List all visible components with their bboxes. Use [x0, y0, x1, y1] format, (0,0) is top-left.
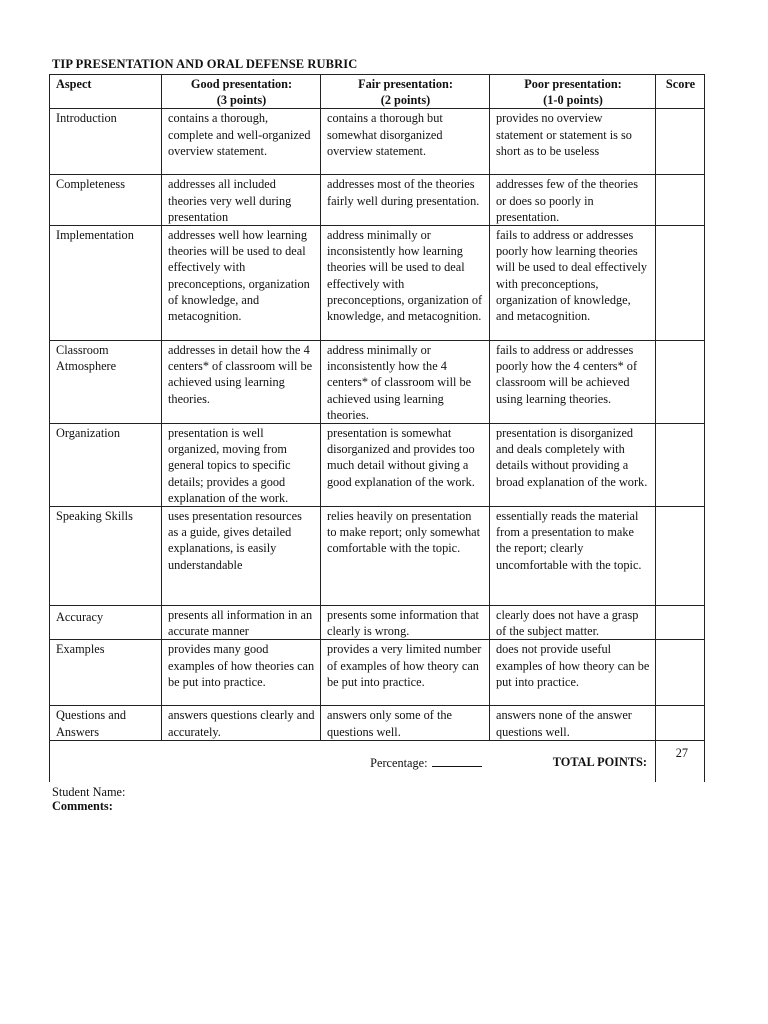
cell-poor: fails to address or addresses poorly how learning theories will be used to deal effectively with preconceptions, organization of knowledge, and metacognition. — [490, 226, 656, 341]
header-fair — [321, 75, 490, 109]
score-cell[interactable] — [656, 706, 705, 740]
cell-good: presents all information in an accurate manner — [162, 606, 321, 640]
score-cell[interactable] — [656, 226, 705, 341]
cell-poor: answers none of the answer questions well. — [490, 706, 656, 740]
aspect-examples: Examples — [50, 640, 162, 706]
score-cell[interactable] — [656, 640, 705, 706]
percentage-blank-field[interactable] — [432, 754, 482, 767]
score-cell[interactable] — [656, 606, 705, 640]
table-row — [50, 175, 705, 226]
cell-fair: provides a very limited number of examples of how theory can be put into practice. — [321, 640, 490, 706]
cell-good: addresses all included theories very well during presentation — [162, 175, 321, 226]
cell-poor: addresses few of the theories or does so poorly in presentation. — [490, 175, 656, 226]
cell-poor: presentation is disorganized and deals completely with details without providing a broad explanation of the work. — [490, 424, 656, 507]
cell-fair: presents some information that clearly is wrong. — [321, 606, 490, 640]
cell-good: addresses in detail how the 4 centers* of classroom will be achieved using learning theories. — [162, 341, 321, 424]
aspect-label-line: Answers — [56, 724, 100, 739]
score-cell[interactable] — [656, 175, 705, 226]
total-row — [50, 740, 705, 782]
header-fair-label: Fair presentation: — [358, 77, 453, 91]
score-cell[interactable] — [656, 507, 705, 606]
header-good — [162, 75, 321, 109]
table-row — [50, 640, 705, 706]
table-row — [50, 109, 705, 175]
cell-fair: address minimally or inconsistently how the 4 centers* of classroom will be achieved using learning theories. — [321, 341, 490, 424]
aspect-label-line: Classroom — [56, 343, 109, 358]
aspect-accuracy: Accuracy — [50, 606, 162, 640]
cell-good: presentation is well organized, moving from general topics to specific details; provides a good explanation of the work. — [162, 424, 321, 507]
document-title: TIP PRESENTATION AND ORAL DEFENSE RUBRIC — [52, 57, 358, 71]
table-row — [50, 226, 705, 341]
score-cell[interactable] — [656, 341, 705, 424]
cell-poor: provides no overview statement or statement is so short as to be useless — [490, 109, 656, 175]
table-row — [50, 341, 705, 424]
cell-fair: addresses most of the theories fairly well during presentation. — [321, 175, 490, 226]
aspect-completeness: Completeness — [50, 175, 162, 226]
cell-fair: address minimally or inconsistently how learning theories will be used to deal effectively with preconceptions, organization of knowledge, and metacognition. — [321, 226, 490, 341]
aspect-label-line: Questions and — [56, 708, 127, 723]
table-row — [50, 424, 705, 507]
aspect-classroom-atmosphere — [50, 341, 162, 424]
cell-good: contains a thorough, complete and well-organized overview statement. — [162, 109, 321, 175]
aspect-implementation: Implementation — [50, 226, 162, 341]
header-aspect: Aspect — [50, 75, 162, 109]
cell-fair: answers only some of the questions well. — [321, 706, 490, 740]
header-row — [50, 75, 705, 109]
header-poor-label: Poor presentation: — [524, 77, 622, 91]
header-score: Score — [656, 75, 705, 109]
student-name-label: Student Name: — [52, 785, 126, 799]
cell-poor: essentially reads the material from a presentation to make the report; clearly uncomfortable with the topic. — [490, 507, 656, 606]
cell-poor: fails to address or addresses poorly how the 4 centers* of classroom will be achieved using learning theories. — [490, 341, 656, 424]
cell-good: addresses well how learning theories will be used to deal effectively with preconceptions, organization of knowledge, and metacognition. — [162, 226, 321, 341]
score-cell[interactable] — [656, 109, 705, 175]
total-points-label: TOTAL POINTS: — [490, 740, 656, 782]
aspect-speaking-skills: Speaking Skills — [50, 507, 162, 606]
aspect-introduction: Introduction — [50, 109, 162, 175]
header-poor-points: (1-0 points) — [543, 93, 603, 108]
comments-label: Comments: — [52, 799, 113, 813]
percentage-cell — [321, 740, 490, 782]
total-points-value[interactable]: 27 — [656, 740, 705, 782]
score-cell[interactable] — [656, 424, 705, 507]
total-spacer — [162, 740, 321, 782]
table-row — [50, 507, 705, 606]
cell-poor: does not provide useful examples of how theory can be put into practice. — [490, 640, 656, 706]
cell-fair: presentation is somewhat disorganized and provides too much detail without giving a good explanation of the work. — [321, 424, 490, 507]
header-good-points: (3 points) — [216, 93, 267, 108]
cell-good: provides many good examples of how theories can be put into practice. — [162, 640, 321, 706]
aspect-label-line: Atmosphere — [56, 359, 117, 374]
cell-good: answers questions clearly and accurately. — [162, 706, 321, 740]
total-spacer — [50, 740, 162, 782]
header-fair-points: (2 points) — [380, 93, 431, 108]
table-row — [50, 606, 705, 640]
percentage-label: Percentage: — [370, 755, 428, 770]
table-row — [50, 706, 705, 740]
aspect-questions-and-answers — [50, 706, 162, 740]
cell-fair: relies heavily on presentation to make report; only somewhat comfortable with the topic. — [321, 507, 490, 606]
cell-good: uses presentation resources as a guide, gives detailed explanations, is easily understandable — [162, 507, 321, 606]
rubric-table — [49, 74, 705, 782]
header-poor — [490, 75, 656, 109]
cell-fair: contains a thorough but somewhat disorganized overview statement. — [321, 109, 490, 175]
aspect-organization: Organization — [50, 424, 162, 507]
cell-poor: clearly does not have a grasp of the subject matter. — [490, 606, 656, 640]
header-good-label: Good presentation: — [190, 77, 293, 91]
